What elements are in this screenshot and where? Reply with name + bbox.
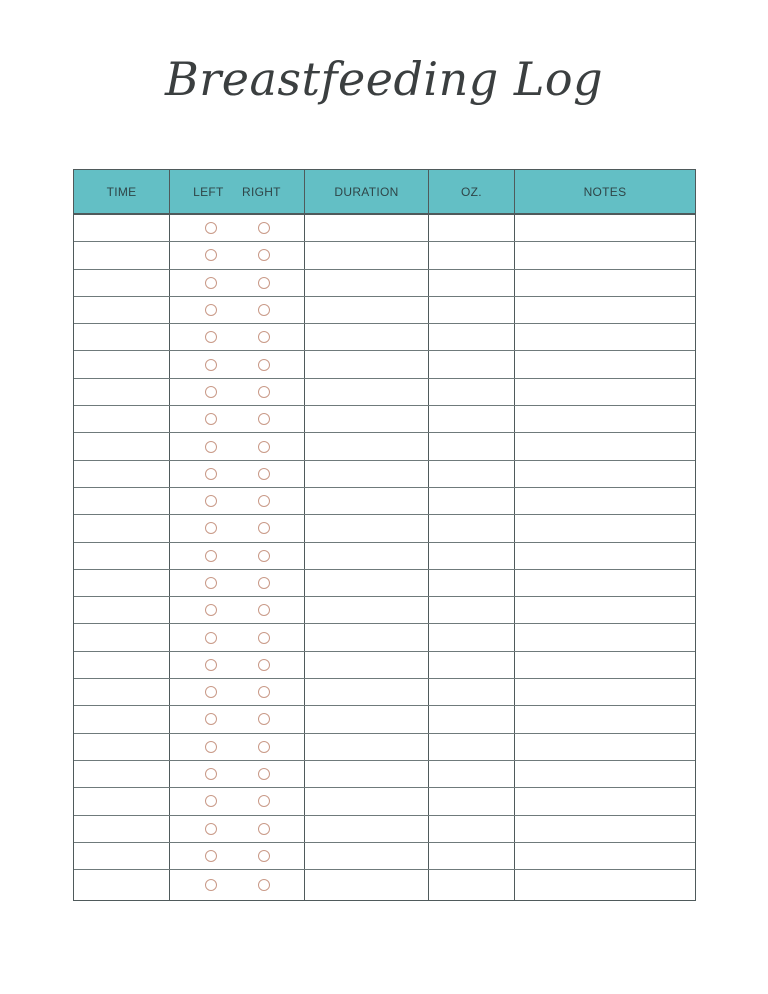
notes-cell[interactable] bbox=[515, 816, 695, 842]
time-cell[interactable] bbox=[74, 652, 170, 678]
right-circle-checkbox[interactable] bbox=[258, 823, 270, 835]
duration-cell[interactable] bbox=[305, 215, 429, 241]
notes-cell[interactable] bbox=[515, 870, 695, 900]
time-cell[interactable] bbox=[74, 543, 170, 569]
time-cell[interactable] bbox=[74, 379, 170, 405]
oz-cell[interactable] bbox=[429, 270, 515, 296]
time-cell[interactable] bbox=[74, 297, 170, 323]
left-circle-checkbox[interactable] bbox=[205, 686, 217, 698]
oz-cell[interactable] bbox=[429, 515, 515, 541]
side-cell bbox=[170, 515, 305, 541]
side-cell bbox=[170, 706, 305, 732]
left-circle-checkbox[interactable] bbox=[205, 823, 217, 835]
notes-cell[interactable] bbox=[515, 215, 695, 241]
duration-cell[interactable] bbox=[305, 843, 429, 869]
side-cell bbox=[170, 570, 305, 596]
notes-cell[interactable] bbox=[515, 433, 695, 459]
table-row bbox=[74, 433, 695, 460]
right-circle-checkbox[interactable] bbox=[258, 686, 270, 698]
table-header-row bbox=[74, 170, 695, 215]
right-circle-checkbox[interactable] bbox=[258, 768, 270, 780]
side-cell bbox=[170, 433, 305, 459]
notes-cell[interactable] bbox=[515, 543, 695, 569]
left-circle-checkbox[interactable] bbox=[205, 522, 217, 534]
time-cell[interactable] bbox=[74, 679, 170, 705]
right-circle-checkbox[interactable] bbox=[258, 879, 270, 891]
oz-cell[interactable] bbox=[429, 215, 515, 241]
oz-cell[interactable] bbox=[429, 433, 515, 459]
notes-cell[interactable] bbox=[515, 270, 695, 296]
oz-cell[interactable] bbox=[429, 597, 515, 623]
notes-cell[interactable] bbox=[515, 351, 695, 377]
side-cell bbox=[170, 488, 305, 514]
time-cell[interactable] bbox=[74, 624, 170, 650]
table-row bbox=[74, 816, 695, 843]
notes-cell[interactable] bbox=[515, 406, 695, 432]
time-cell[interactable] bbox=[74, 242, 170, 268]
side-cell bbox=[170, 652, 305, 678]
left-circle-checkbox[interactable] bbox=[205, 413, 217, 425]
column-header-left: LEFT bbox=[193, 184, 224, 199]
table-row bbox=[74, 215, 695, 242]
duration-cell[interactable] bbox=[305, 706, 429, 732]
duration-cell[interactable] bbox=[305, 406, 429, 432]
column-header-right: RIGHT bbox=[241, 184, 281, 199]
left-circle-checkbox[interactable] bbox=[205, 577, 217, 589]
time-cell[interactable] bbox=[74, 433, 170, 459]
right-circle-checkbox[interactable] bbox=[258, 550, 270, 562]
notes-cell[interactable] bbox=[515, 461, 695, 487]
table-row bbox=[74, 461, 695, 488]
time-cell[interactable] bbox=[74, 761, 170, 787]
left-circle-checkbox[interactable] bbox=[205, 331, 217, 343]
left-circle-checkbox[interactable] bbox=[205, 249, 217, 261]
left-circle-checkbox[interactable] bbox=[205, 632, 217, 644]
breastfeeding-log-table bbox=[73, 169, 696, 901]
notes-cell[interactable] bbox=[515, 297, 695, 323]
time-cell[interactable] bbox=[74, 351, 170, 377]
table-row bbox=[74, 734, 695, 761]
oz-cell[interactable] bbox=[429, 870, 515, 900]
oz-cell[interactable] bbox=[429, 679, 515, 705]
side-cell bbox=[170, 843, 305, 869]
left-circle-checkbox[interactable] bbox=[205, 468, 217, 480]
table-body bbox=[74, 215, 695, 900]
right-circle-checkbox[interactable] bbox=[258, 359, 270, 371]
side-cell bbox=[170, 543, 305, 569]
oz-cell[interactable] bbox=[429, 788, 515, 814]
table-row bbox=[74, 515, 695, 542]
side-cell bbox=[170, 270, 305, 296]
notes-cell[interactable] bbox=[515, 679, 695, 705]
oz-cell[interactable] bbox=[429, 761, 515, 787]
right-circle-checkbox[interactable] bbox=[258, 713, 270, 725]
oz-cell[interactable] bbox=[429, 843, 515, 869]
duration-cell[interactable] bbox=[305, 761, 429, 787]
column-header-duration: DURATION bbox=[305, 170, 429, 213]
notes-cell[interactable] bbox=[515, 597, 695, 623]
side-cell bbox=[170, 870, 305, 900]
notes-cell[interactable] bbox=[515, 788, 695, 814]
left-circle-checkbox[interactable] bbox=[205, 768, 217, 780]
oz-cell[interactable] bbox=[429, 543, 515, 569]
oz-cell[interactable] bbox=[429, 297, 515, 323]
oz-cell[interactable] bbox=[429, 351, 515, 377]
left-circle-checkbox[interactable] bbox=[205, 550, 217, 562]
oz-cell[interactable] bbox=[429, 324, 515, 350]
notes-cell[interactable] bbox=[515, 706, 695, 732]
notes-cell[interactable] bbox=[515, 488, 695, 514]
duration-cell[interactable] bbox=[305, 515, 429, 541]
table-row bbox=[74, 624, 695, 651]
side-cell bbox=[170, 297, 305, 323]
right-circle-checkbox[interactable] bbox=[258, 632, 270, 644]
duration-cell[interactable] bbox=[305, 652, 429, 678]
oz-cell[interactable] bbox=[429, 624, 515, 650]
right-circle-checkbox[interactable] bbox=[258, 304, 270, 316]
oz-cell[interactable] bbox=[429, 242, 515, 268]
column-header-notes: NOTES bbox=[583, 184, 627, 199]
side-cell bbox=[170, 351, 305, 377]
notes-cell[interactable] bbox=[515, 624, 695, 650]
oz-cell[interactable] bbox=[429, 406, 515, 432]
duration-cell[interactable] bbox=[305, 324, 429, 350]
side-cell bbox=[170, 379, 305, 405]
duration-cell[interactable] bbox=[305, 788, 429, 814]
side-cell bbox=[170, 624, 305, 650]
oz-cell[interactable] bbox=[429, 379, 515, 405]
side-cell bbox=[170, 406, 305, 432]
table-row bbox=[74, 543, 695, 570]
table-row bbox=[74, 297, 695, 324]
right-circle-checkbox[interactable] bbox=[258, 659, 270, 671]
right-circle-checkbox[interactable] bbox=[258, 741, 270, 753]
table-row bbox=[74, 870, 695, 900]
time-cell[interactable] bbox=[74, 461, 170, 487]
table-row bbox=[74, 406, 695, 433]
side-cell bbox=[170, 761, 305, 787]
right-circle-checkbox[interactable] bbox=[258, 495, 270, 507]
left-circle-checkbox[interactable] bbox=[205, 604, 217, 616]
duration-cell[interactable] bbox=[305, 488, 429, 514]
duration-cell[interactable] bbox=[305, 461, 429, 487]
oz-cell[interactable] bbox=[429, 461, 515, 487]
duration-cell[interactable] bbox=[305, 734, 429, 760]
duration-cell[interactable] bbox=[305, 597, 429, 623]
left-circle-checkbox[interactable] bbox=[205, 495, 217, 507]
column-header-side bbox=[170, 170, 305, 213]
right-circle-checkbox[interactable] bbox=[258, 222, 270, 234]
time-cell[interactable] bbox=[74, 488, 170, 514]
table-row bbox=[74, 597, 695, 624]
time-cell[interactable] bbox=[74, 215, 170, 241]
table-row bbox=[74, 679, 695, 706]
left-circle-checkbox[interactable] bbox=[205, 795, 217, 807]
side-cell bbox=[170, 242, 305, 268]
notes-cell[interactable] bbox=[515, 734, 695, 760]
side-cell bbox=[170, 788, 305, 814]
time-cell[interactable] bbox=[74, 406, 170, 432]
page-title: Breastfeeding Log bbox=[164, 52, 604, 106]
oz-cell[interactable] bbox=[429, 652, 515, 678]
duration-cell[interactable] bbox=[305, 297, 429, 323]
left-circle-checkbox[interactable] bbox=[205, 304, 217, 316]
notes-cell[interactable] bbox=[515, 515, 695, 541]
left-circle-checkbox[interactable] bbox=[205, 386, 217, 398]
oz-cell[interactable] bbox=[429, 734, 515, 760]
duration-cell[interactable] bbox=[305, 870, 429, 900]
notes-cell[interactable] bbox=[515, 324, 695, 350]
oz-cell[interactable] bbox=[429, 488, 515, 514]
oz-cell[interactable] bbox=[429, 570, 515, 596]
right-circle-checkbox[interactable] bbox=[258, 277, 270, 289]
duration-cell[interactable] bbox=[305, 379, 429, 405]
right-circle-checkbox[interactable] bbox=[258, 795, 270, 807]
table-row bbox=[74, 652, 695, 679]
time-cell[interactable] bbox=[74, 570, 170, 596]
column-header-oz: OZ. bbox=[429, 170, 515, 213]
right-circle-checkbox[interactable] bbox=[258, 577, 270, 589]
left-circle-checkbox[interactable] bbox=[205, 441, 217, 453]
table-row bbox=[74, 351, 695, 378]
table-row bbox=[74, 324, 695, 351]
left-circle-checkbox[interactable] bbox=[205, 850, 217, 862]
table-row bbox=[74, 242, 695, 269]
right-circle-checkbox[interactable] bbox=[258, 441, 270, 453]
time-cell[interactable] bbox=[74, 788, 170, 814]
notes-cell[interactable] bbox=[515, 652, 695, 678]
left-circle-checkbox[interactable] bbox=[205, 741, 217, 753]
duration-cell[interactable] bbox=[305, 351, 429, 377]
notes-cell[interactable] bbox=[515, 843, 695, 869]
side-cell bbox=[170, 734, 305, 760]
left-circle-checkbox[interactable] bbox=[205, 659, 217, 671]
duration-cell[interactable] bbox=[305, 624, 429, 650]
time-cell[interactable] bbox=[74, 706, 170, 732]
duration-cell[interactable] bbox=[305, 816, 429, 842]
table-row bbox=[74, 488, 695, 515]
table-row bbox=[74, 788, 695, 815]
table-row bbox=[74, 570, 695, 597]
left-circle-checkbox[interactable] bbox=[205, 713, 217, 725]
side-cell bbox=[170, 461, 305, 487]
oz-cell[interactable] bbox=[429, 706, 515, 732]
duration-cell[interactable] bbox=[305, 543, 429, 569]
time-cell[interactable] bbox=[74, 597, 170, 623]
time-cell[interactable] bbox=[74, 515, 170, 541]
table-row bbox=[74, 761, 695, 788]
time-cell[interactable] bbox=[74, 870, 170, 900]
right-circle-checkbox[interactable] bbox=[258, 413, 270, 425]
oz-cell[interactable] bbox=[429, 816, 515, 842]
right-circle-checkbox[interactable] bbox=[258, 331, 270, 343]
notes-cell[interactable] bbox=[515, 242, 695, 268]
left-circle-checkbox[interactable] bbox=[205, 222, 217, 234]
right-circle-checkbox[interactable] bbox=[258, 249, 270, 261]
side-cell bbox=[170, 816, 305, 842]
time-cell[interactable] bbox=[74, 324, 170, 350]
table-row bbox=[74, 270, 695, 297]
duration-cell[interactable] bbox=[305, 270, 429, 296]
left-circle-checkbox[interactable] bbox=[205, 879, 217, 891]
left-circle-checkbox[interactable] bbox=[205, 277, 217, 289]
duration-cell[interactable] bbox=[305, 433, 429, 459]
duration-cell[interactable] bbox=[305, 570, 429, 596]
duration-cell[interactable] bbox=[305, 242, 429, 268]
right-circle-checkbox[interactable] bbox=[258, 850, 270, 862]
time-cell[interactable] bbox=[74, 816, 170, 842]
notes-cell[interactable] bbox=[515, 761, 695, 787]
right-circle-checkbox[interactable] bbox=[258, 468, 270, 480]
side-cell bbox=[170, 324, 305, 350]
time-cell[interactable] bbox=[74, 270, 170, 296]
notes-cell[interactable] bbox=[515, 379, 695, 405]
notes-cell[interactable] bbox=[515, 570, 695, 596]
right-circle-checkbox[interactable] bbox=[258, 604, 270, 616]
side-cell bbox=[170, 215, 305, 241]
right-circle-checkbox[interactable] bbox=[258, 386, 270, 398]
table-row bbox=[74, 379, 695, 406]
duration-cell[interactable] bbox=[305, 679, 429, 705]
time-cell[interactable] bbox=[74, 734, 170, 760]
left-circle-checkbox[interactable] bbox=[205, 359, 217, 371]
table-row bbox=[74, 843, 695, 870]
column-header-time: TIME bbox=[74, 170, 170, 213]
side-cell bbox=[170, 679, 305, 705]
side-cell bbox=[170, 597, 305, 623]
table-row bbox=[74, 706, 695, 733]
right-circle-checkbox[interactable] bbox=[258, 522, 270, 534]
time-cell[interactable] bbox=[74, 843, 170, 869]
